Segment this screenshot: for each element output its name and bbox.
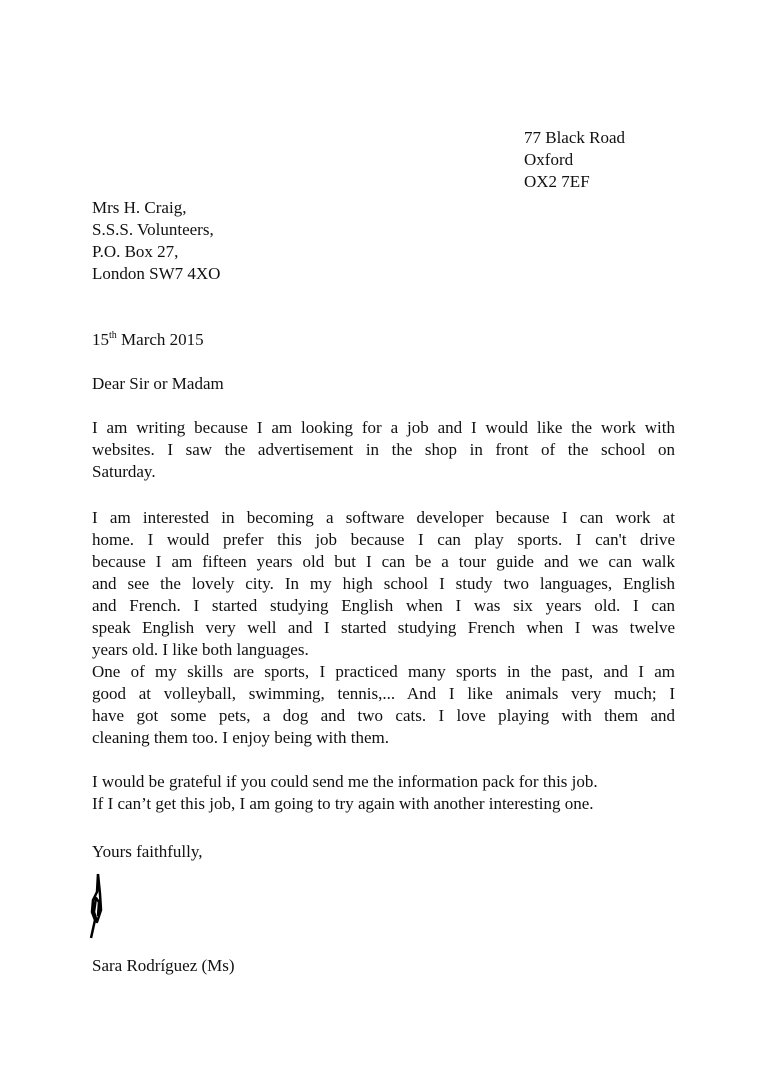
text-line: and French. I started studying English when I was six years old. I can [92,596,675,615]
text-line: I am interested in becoming a software developer because I can work at [92,508,675,527]
text-line: If I can’t get this job, I am going to try again with another interesting one. [92,794,594,813]
text-line: Saturday. [92,462,156,481]
text-line: home. I would prefer this job because I can play sports. I can't drive [92,530,675,549]
recipient-line: S.S.S. Volunteers, [92,220,214,239]
text-line: cleaning them too. I enjoy being with them. [92,728,389,747]
date-rest: March 2015 [116,330,204,349]
salutation: Dear Sir or Madam [92,374,224,393]
recipient-line: London SW7 4XO [92,264,221,283]
text-line: speak English very well and I started studying French when I was twelve [92,618,675,637]
closing: Yours faithfully, [92,842,203,861]
handwritten-signature [88,872,108,942]
text-line: have got some pets, a dog and two cats. I love playing with them and [92,706,675,725]
text-line: years old. I like both languages. [92,640,309,659]
address-line: OX2 7EF [524,172,590,191]
paragraph-4 [92,771,675,815]
address-line: Oxford [524,150,574,169]
date-suffix: th [109,330,117,341]
signature-name: Sara Rodríguez (Ms) [92,956,235,975]
date-day: 15 [92,330,109,349]
text-line: and see the lovely city. In my high school I study two languages, English [92,574,675,593]
paragraph-1 [92,417,675,483]
recipient-address [92,197,675,285]
letter-date [92,329,675,351]
sender-address [524,127,625,193]
text-line: websites. I saw the advertisement in the shop in front of the school on [92,440,675,459]
address-line: 77 Black Road [524,128,626,147]
text-line: good at volleyball, swimming, tennis,... And I like animals very much; I [92,684,675,703]
recipient-line: Mrs H. Craig, [92,198,187,217]
text-line: I would be grateful if you could send me the information pack for this job. [92,772,598,791]
text-line: I am writing because I am looking for a job and I would like the work with [92,418,675,437]
recipient-line: P.O. Box 27, [92,242,179,261]
paragraph-2 [92,507,675,749]
text-line: One of my skills are sports, I practiced many sports in the past, and I am [92,662,675,681]
text-line: because I am fifteen years old but I can be a tour guide and we can walk [92,552,675,571]
